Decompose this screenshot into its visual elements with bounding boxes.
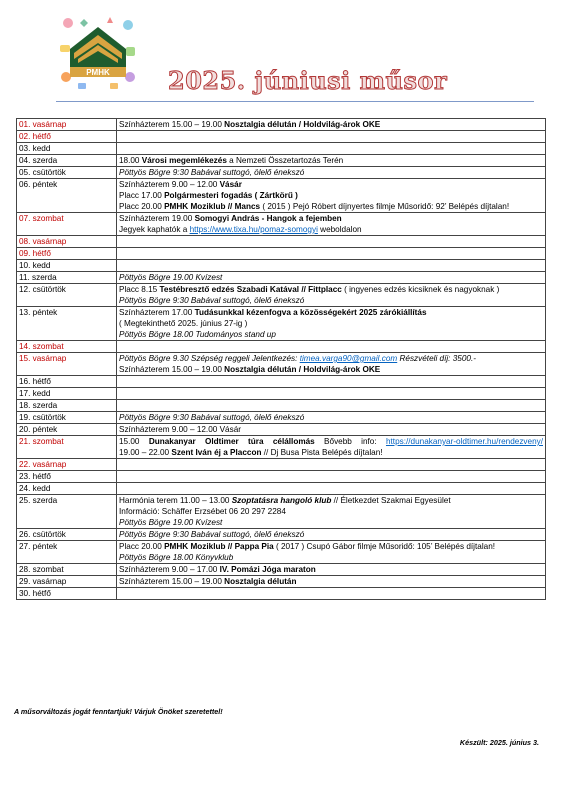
event-line [119,412,543,423]
event-line [119,353,543,364]
schedule-row [17,119,546,131]
day-cell: 16. hétfő [17,376,117,388]
title-divider [56,101,534,102]
event-text: Pöttyös Bögre 19.00 Kvízest [119,273,223,282]
event-line [119,295,543,306]
schedule-row [17,576,546,588]
event-text: Nosztalgia délután / Holdvilág-árok OKE [224,120,381,129]
schedule-row [17,353,546,376]
schedule-row [17,376,546,388]
schedule-row [17,588,546,600]
events-cell [117,459,546,471]
events-cell [117,260,546,272]
events-cell [117,131,546,143]
events-cell [117,376,546,388]
day-cell: 18. szerda [17,400,117,412]
event-text: PMHK Moziklub // Mancs [164,202,261,211]
event-link[interactable]: https://dunakanyar-oldtimer.hu/rendezveny/ [385,437,543,446]
schedule-table [16,118,546,600]
schedule-row [17,459,546,471]
schedule-row [17,564,546,576]
schedule-row [17,412,546,424]
event-text: Színházterem 15.00 – 19.00 [119,577,225,586]
event-text: Harmónia terem 11.00 – 13.00 [119,496,232,505]
event-text: Színházterem 15.00 – 19.00 [119,365,225,374]
schedule-row [17,436,546,459]
day-cell: 05. csütörtök [17,167,117,179]
event-link[interactable]: timea.varga90@gmail.com [299,354,398,363]
event-line [119,155,543,166]
day-cell: 25. szerda [17,495,117,529]
schedule-row [17,529,546,541]
event-line [119,529,543,540]
day-cell: 28. szombat [17,564,117,576]
event-text: Színházterem 9.00 – 12.00 [119,180,220,189]
events-cell [117,213,546,236]
event-line [119,284,543,295]
event-line [119,318,543,329]
events-cell [117,248,546,260]
events-cell [117,179,546,213]
day-cell: 01. vasárnap [17,119,117,131]
event-text: Pöttyös Bögre 19.00 Kvízest [119,518,223,527]
event-text: Pöttyös Bögre 9.30 Szépség reggeli Jelentkezés: [119,354,300,363]
day-cell: 11. szerda [17,272,117,284]
day-cell: 04. szerda [17,155,117,167]
footer-made-date: Készült: 2025. június 3. [459,738,539,747]
event-line [119,506,543,517]
schedule-row [17,131,546,143]
event-line [119,447,543,458]
event-line [119,424,543,435]
day-cell: 17. kedd [17,388,117,400]
day-cell: 19. csütörtök [17,412,117,424]
event-text: Bővebb info: [314,437,386,446]
events-cell [117,307,546,341]
schedule-row [17,143,546,155]
schedule-row [17,400,546,412]
event-text: Tudásunkkal kézenfogva a közösségekért 2025 zárókiállítás [194,308,427,317]
schedule-row [17,483,546,495]
events-cell [117,471,546,483]
day-cell: 15. vasárnap [17,353,117,376]
events-cell [117,436,546,459]
day-cell: 06. péntek [17,179,117,213]
event-text: Színházterem 15.00 – 19.00 [119,120,225,129]
schedule-row [17,341,546,353]
schedule-row [17,541,546,564]
event-text: 18.00 [119,156,142,165]
event-line [119,272,543,283]
event-line [119,167,543,178]
schedule-row [17,307,546,341]
day-cell: 12. csütörtök [17,284,117,307]
event-text: Színházterem 9.00 – 12.00 Vásár [119,425,241,434]
day-cell: 07. szombat [17,213,117,236]
event-line [119,364,543,375]
event-text: Pöttyös Bögre 18.00 Könyvklub [119,553,234,562]
schedule-row [17,495,546,529]
event-text: Pöttyös Bögre 9:30 Babával suttogó, ölelő énekszó [119,530,305,539]
event-text: Nosztalgia délután [224,577,297,586]
schedule-row [17,424,546,436]
event-text: Színházterem 17.00 [119,308,195,317]
event-line [119,213,543,224]
events-cell [117,155,546,167]
event-text: Dunakanyar Oldtimer túra célállomás [148,437,315,446]
events-cell [117,353,546,376]
events-cell [117,541,546,564]
event-text: Placc 20.00 [119,202,165,211]
event-text: Szent Iván éj a Placcon [171,448,262,457]
schedule-row [17,471,546,483]
schedule-row [17,248,546,260]
event-text: Somogyi András - Hangok a fejemben [194,214,342,223]
event-line [119,119,543,130]
event-text: Testébresztő edzés Szabadi Katával // Fittplacc [159,285,342,294]
day-cell: 03. kedd [17,143,117,155]
events-cell [117,119,546,131]
events-cell [117,284,546,307]
event-text: Placc 8.15 [119,285,160,294]
events-cell [117,483,546,495]
event-text: // Dj Busa Pista Belépés díjtalan! [261,448,383,457]
event-text: Polgármesteri fogadás ( Zártkörű ) [164,191,298,200]
events-cell [117,529,546,541]
schedule-row [17,155,546,167]
events-cell [117,143,546,155]
event-text: PMHK Moziklub // Pappa Pia [164,542,274,551]
event-text: Vásár [219,180,242,189]
schedule-row [17,272,546,284]
day-cell: 22. vasárnap [17,459,117,471]
events-cell [117,588,546,600]
schedule-row [17,236,546,248]
event-text: Placc 17.00 [119,191,165,200]
event-text: Pöttyös Bögre 18.00 Tudományos stand up [119,330,276,339]
event-line [119,307,543,318]
event-text: Jegyek kaphatók a [119,225,190,234]
event-text: Pöttyös Bögre 9:30 Babával suttogó, ölelő énekszó [119,296,305,305]
event-text: weboldalon [317,225,362,234]
day-cell: 02. hétfő [17,131,117,143]
event-line [119,552,543,563]
day-cell: 20. péntek [17,424,117,436]
event-text: Részvételi díj: 3500.- [397,354,476,363]
event-text: ( Megtekinthető 2025. június 27-ig ) [119,319,248,328]
event-text: Színházterem 19.00 [119,214,195,223]
page-title: 2025. júniusi műsor [168,66,448,95]
day-cell: 21. szombat [17,436,117,459]
schedule-row [17,213,546,236]
event-text: Színházterem 9.00 – 17.00 [119,565,220,574]
events-cell [117,400,546,412]
schedule-row [17,260,546,272]
event-line [119,564,543,575]
event-text: // Életkezdet Szakmai Egyesület [331,496,451,505]
event-line [119,576,543,587]
schedule-row [17,167,546,179]
footer-note: A műsorváltozás jogát fenntartjuk! Várjuk Önöket szeretettel! [14,707,223,716]
event-text: Pöttyös Bögre 9:30 Babával suttogó, ölelő énekszó [119,168,305,177]
event-line [119,179,543,190]
day-cell: 30. hétfő [17,588,117,600]
schedule-row [17,179,546,213]
day-cell: 08. vasárnap [17,236,117,248]
event-line [119,201,543,212]
day-cell: 09. hétfő [17,248,117,260]
day-cell: 26. csütörtök [17,529,117,541]
event-line [119,517,543,528]
event-text: 15.00 [119,437,149,446]
day-cell: 13. péntek [17,307,117,341]
events-cell [117,388,546,400]
event-text: Információ: Schäffer Erzsébet 06 20 297 2284 [119,507,286,516]
day-cell: 14. szombat [17,341,117,353]
day-cell: 10. kedd [17,260,117,272]
event-link[interactable]: https://www.tixa.hu/pomaz-somogyi [189,225,318,234]
events-cell [117,564,546,576]
event-line [119,190,543,201]
events-cell [117,424,546,436]
event-text: IV. Pomázi Jóga maraton [219,565,316,574]
event-line [119,329,543,340]
events-cell [117,576,546,588]
event-line [119,224,543,235]
events-cell [117,412,546,424]
event-line [119,436,543,447]
event-line [119,541,543,552]
events-cell [117,167,546,179]
day-cell: 24. kedd [17,483,117,495]
event-line [119,495,543,506]
logo-text: PMHK [86,68,110,77]
event-text: Szoptatásra hangoló klub [231,496,332,505]
event-text: a Nemzeti Összetartozás Terén [226,156,344,165]
events-cell [117,341,546,353]
schedule-row [17,284,546,307]
event-text: 19.00 – 22.00 [119,448,172,457]
pmhk-logo [56,13,140,93]
event-text: Nosztalgia délután / Holdvilág-árok OKE [224,365,381,374]
day-cell: 27. péntek [17,541,117,564]
schedule-row [17,388,546,400]
events-cell [117,236,546,248]
day-cell: 29. vasárnap [17,576,117,588]
event-text: Placc 20.00 [119,542,165,551]
events-cell [117,495,546,529]
event-text: ( ingyenes edzés kicsiknek és nagyoknak ) [341,285,500,294]
event-text: ( 2015 ) Pejó Róbert díjnyertes filmje Műsoridő: 92’ Belépés díjtalan! [260,202,510,211]
day-cell: 23. hétfő [17,471,117,483]
event-text: Városi megemlékezés [141,156,227,165]
events-cell [117,272,546,284]
event-text: Pöttyös Bögre 9:30 Babával suttogó, ölelő énekszó [119,413,305,422]
event-text: ( 2017 ) Csupó Gábor filmje Műsoridő: 105’ Belépés díjtalan! [273,542,496,551]
